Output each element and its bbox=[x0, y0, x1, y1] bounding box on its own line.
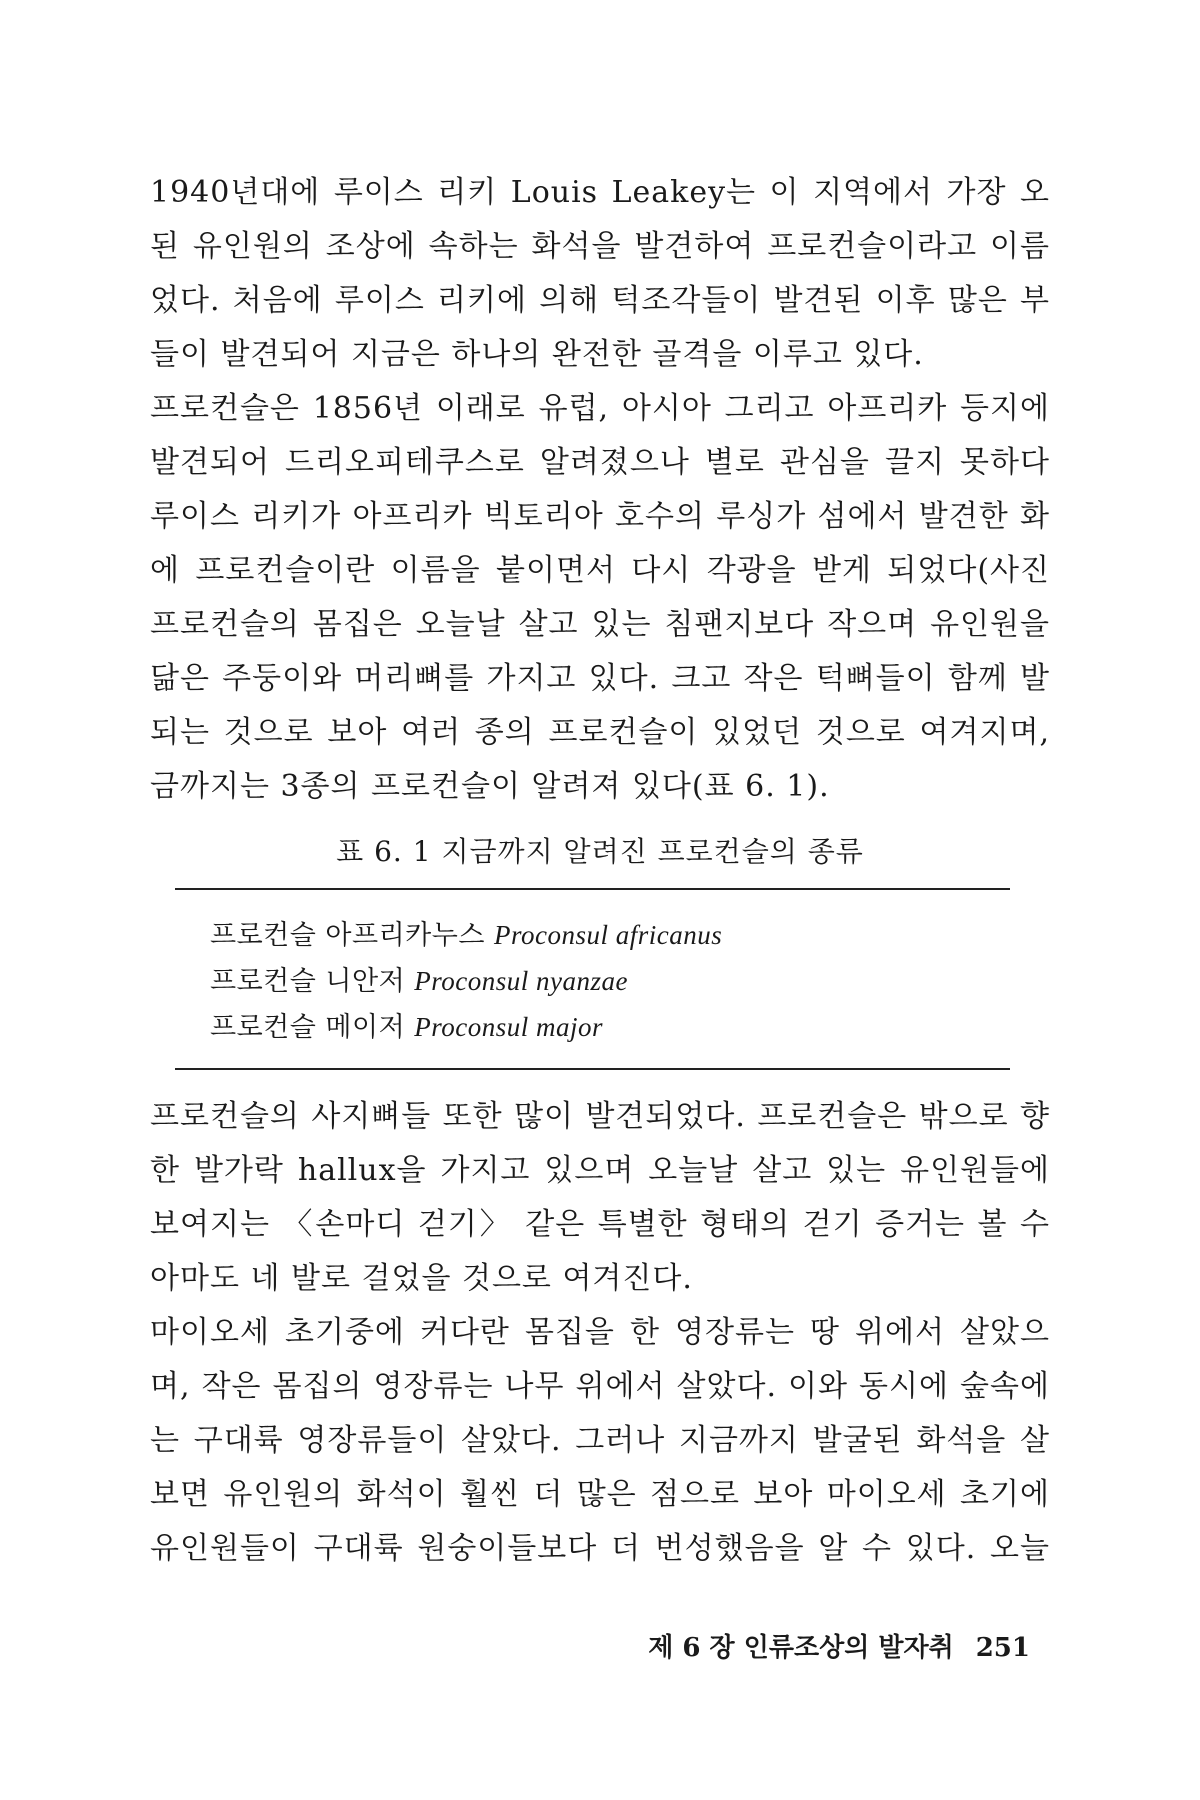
body-text-top bbox=[150, 166, 1050, 814]
text-line: 금까지는 3종의 프로컨슬이 알려져 있다(표 6. 1). bbox=[150, 769, 830, 804]
text-line: 루이스 리키가 아프리카 빅토리아 호수의 루싱가 섬에서 발견한 화 bbox=[150, 499, 1050, 534]
species-latin-name: Proconsul africanus bbox=[494, 920, 723, 950]
text-line: 보여지는 〈손마디 걷기〉 같은 특별한 형태의 걷기 증거는 볼 수 bbox=[150, 1207, 1050, 1242]
text-line: 에 프로컨슬이란 이름을 붙이면서 다시 각광을 받게 되었다(사진 bbox=[150, 553, 1050, 588]
species-korean-name: 프로컨슬 아프리카누스 bbox=[210, 920, 494, 951]
body-text-bottom bbox=[150, 1090, 1050, 1576]
text-line: 되는 것으로 보아 여러 종의 프로컨슬이 있었던 것으로 여겨지며, bbox=[150, 715, 1050, 750]
text-line: 는 구대륙 영장류들이 살았다. 그러나 지금까지 발굴된 화석을 살 bbox=[150, 1423, 1050, 1458]
text-line: 프로컨슬의 몸집은 오늘날 살고 있는 침팬지보다 작으며 유인원을 bbox=[150, 607, 1050, 642]
text-line: 었다. 처음에 루이스 리키에 의해 턱조각들이 발견된 이후 많은 부 bbox=[150, 283, 1050, 318]
species-table bbox=[210, 912, 970, 1050]
text-line: 발견되어 드리오피테쿠스로 알려졌으나 별로 관심을 끌지 못하다 bbox=[150, 445, 1050, 480]
chapter-title: 제 6 장 인류조상의 발자취 bbox=[648, 1633, 954, 1663]
text-line: 마이오세 초기중에 커다란 몸집을 한 영장류는 땅 위에서 살았으 bbox=[150, 1315, 1050, 1350]
table-bottom-rule bbox=[175, 1068, 1010, 1070]
table-row bbox=[210, 1004, 970, 1050]
table-row bbox=[210, 912, 970, 958]
species-korean-name: 프로컨슬 메이저 bbox=[210, 1012, 415, 1043]
text-line: 보면 유인원의 화석이 훨씬 더 많은 점으로 보아 마이오세 초기에 bbox=[150, 1477, 1050, 1512]
text-line: 프로컨슬의 사지뼈들 또한 많이 발견되었다. 프로컨슬은 밖으로 향 bbox=[150, 1099, 1050, 1134]
table-title: 표 6. 1 지금까지 알려진 프로컨슬의 종류 bbox=[336, 835, 864, 868]
text-line: 들이 발견되어 지금은 하나의 완전한 골격을 이루고 있다. bbox=[150, 337, 924, 372]
page-footer bbox=[648, 1630, 1030, 1666]
text-line: 며, 작은 몸집의 영장류는 나무 위에서 살았다. 이와 동시에 숲속에 bbox=[150, 1369, 1050, 1404]
species-latin-name: Proconsul nyanzae bbox=[414, 966, 628, 996]
table-row bbox=[210, 958, 970, 1004]
text-line: 아마도 네 발로 걸었을 것으로 여겨진다. bbox=[150, 1261, 693, 1296]
text-line: 1940년대에 루이스 리키 Louis Leakey는 이 지역에서 가장 오 bbox=[150, 175, 1050, 210]
text-line: 닮은 주둥이와 머리뼈를 가지고 있다. 크고 작은 턱뼈들이 함께 발 bbox=[150, 661, 1050, 696]
page-number: 251 bbox=[975, 1633, 1030, 1663]
text-line: 된 유인원의 조상에 속하는 화석을 발견하여 프로컨슬이라고 이름 bbox=[150, 229, 1050, 264]
text-line: 한 발가락 hallux을 가지고 있으며 오늘날 살고 있는 유인원들에 bbox=[150, 1153, 1050, 1188]
species-latin-name: Proconsul major bbox=[414, 1012, 603, 1042]
table-top-rule bbox=[175, 888, 1010, 890]
text-line: 프로컨슬은 1856년 이래로 유럽, 아시아 그리고 아프리카 등지에 bbox=[150, 391, 1050, 426]
text-line: 유인원들이 구대륙 원숭이들보다 더 번성했음을 알 수 있다. 오늘 bbox=[150, 1531, 1050, 1566]
species-korean-name: 프로컨슬 니안저 bbox=[210, 966, 415, 997]
